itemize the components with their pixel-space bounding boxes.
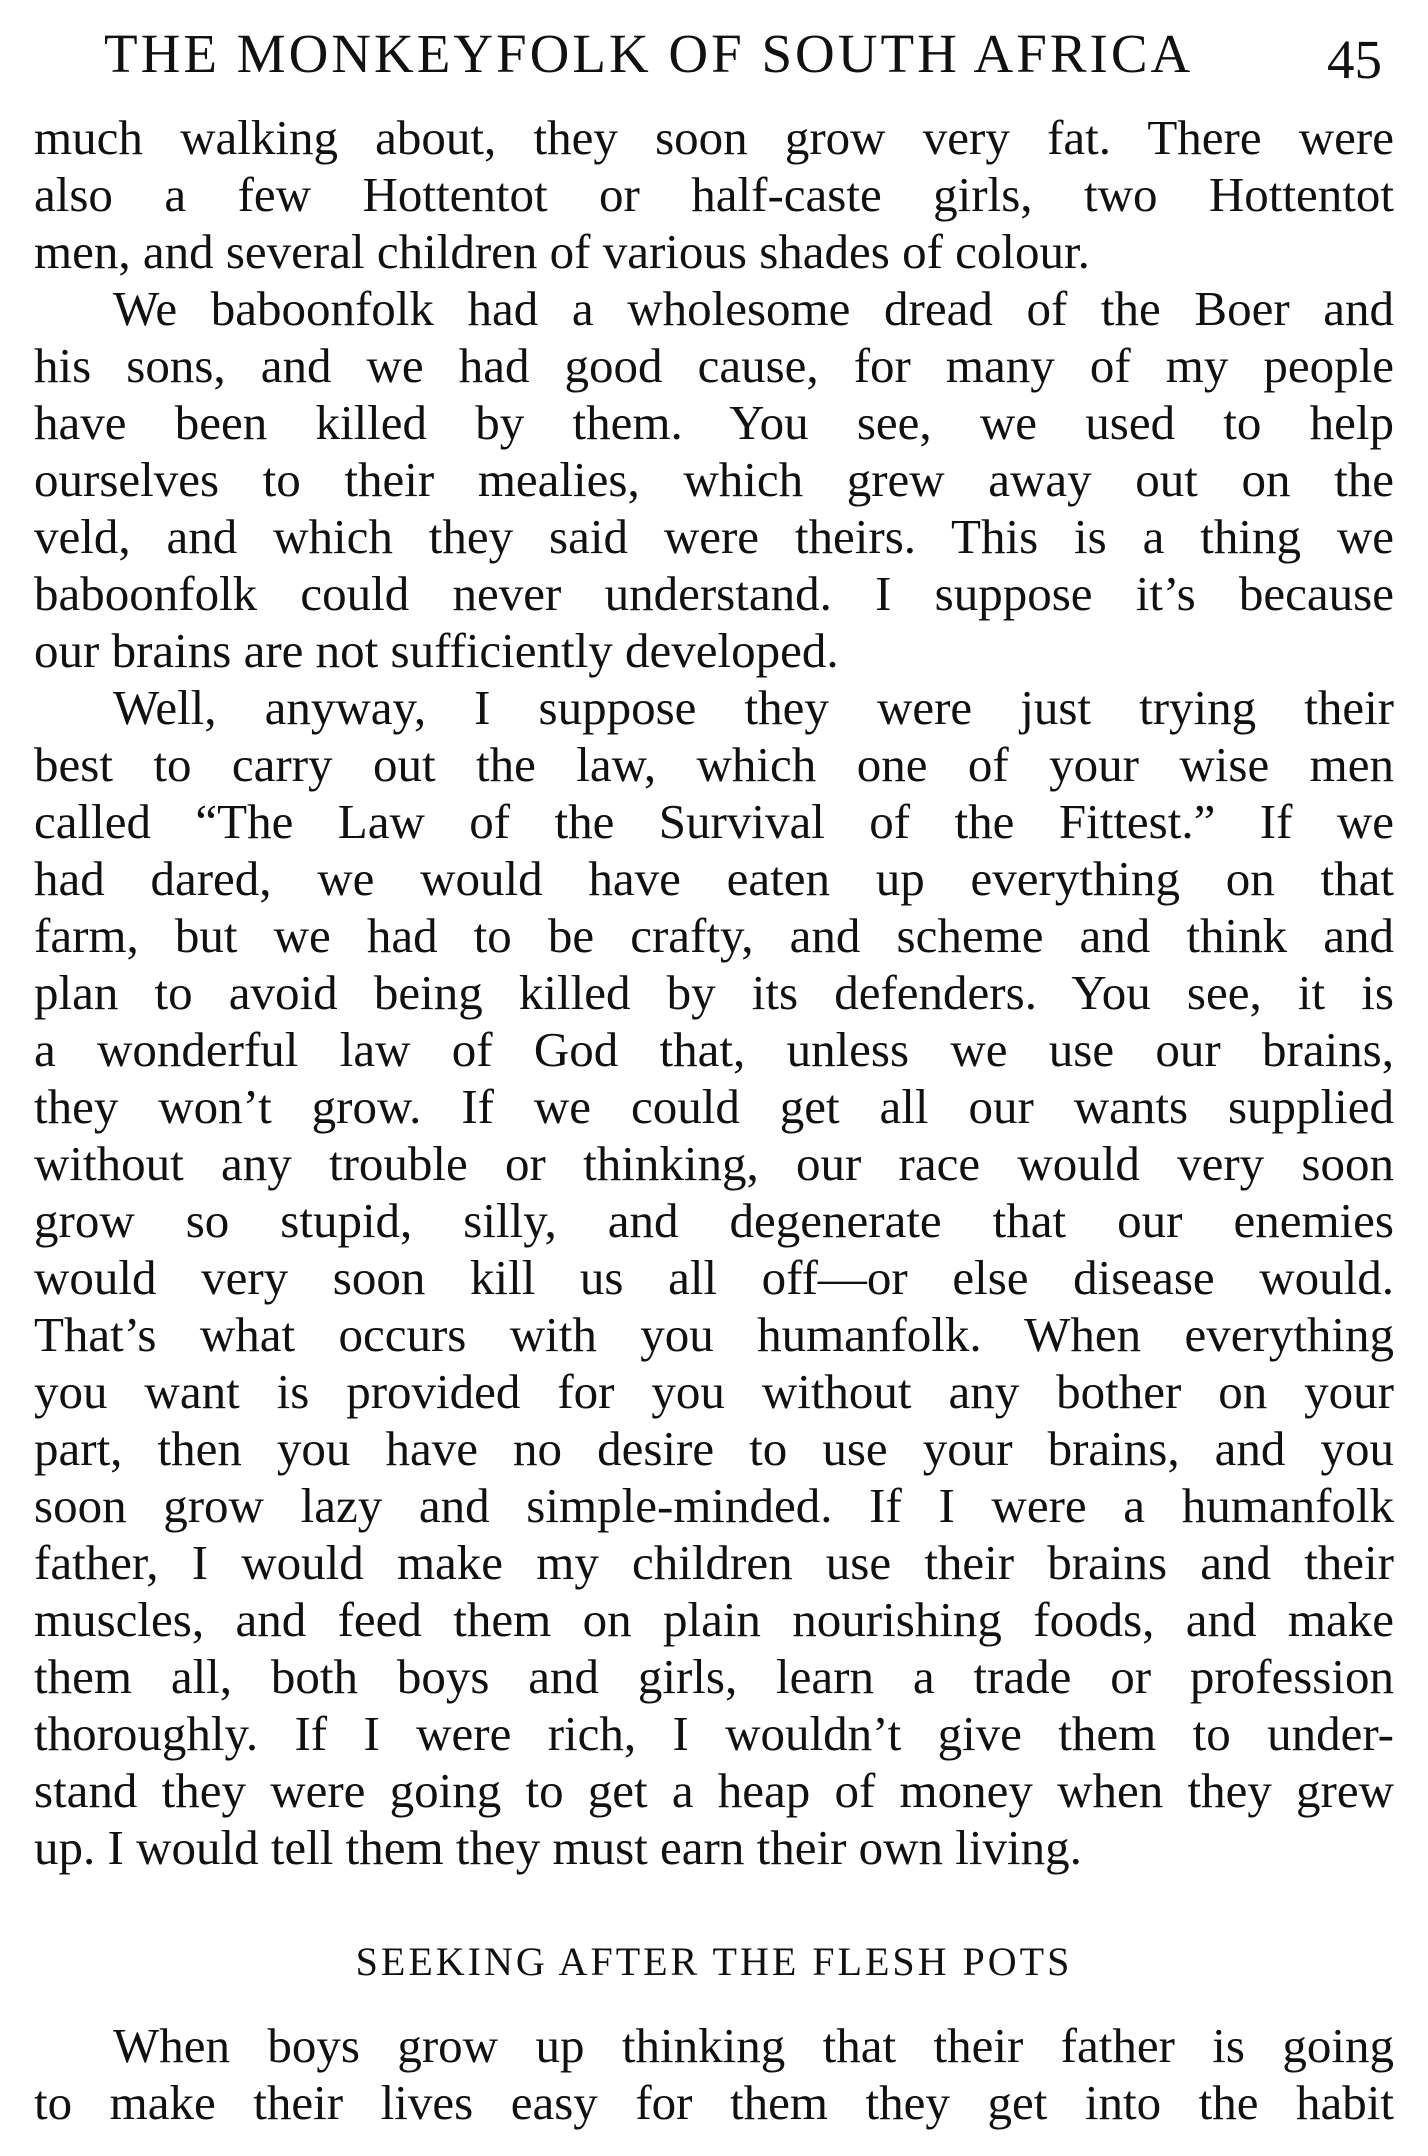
section-body-text xyxy=(34,2017,1394,2131)
running-title: THE MONKEYFOLK OF SOUTH AFRICA xyxy=(104,23,1194,84)
text-line: thoroughly. If I were rich, I wouldn’t give them to under- xyxy=(34,1706,1394,1761)
text-line: Well, anyway, I suppose they were just trying their xyxy=(113,680,1394,735)
text-line: part, then you have no desire to use your brains, and you xyxy=(34,1421,1394,1476)
text-line: men, and several children of various shades of colour. xyxy=(34,224,1090,279)
text-line: you want is provided for you without any bother on your xyxy=(34,1364,1394,1419)
text-line: soon grow lazy and simple-minded. If I were a humanfolk xyxy=(34,1478,1394,1533)
text-line: We baboonfolk had a wholesome dread of the Boer and xyxy=(113,281,1394,336)
text-line: would very soon kill us all off—or else disease would. xyxy=(34,1250,1394,1305)
text-line: them all, both boys and girls, learn a trade or profession xyxy=(34,1649,1394,1704)
text-line: farm, but we had to be crafty, and scheme and think and xyxy=(34,908,1394,963)
text-line: father, I would make my children use their brains and their xyxy=(34,1535,1394,1590)
text-line: ourselves to their mealies, which grew away out on the xyxy=(34,452,1394,507)
text-line: much walking about, they soon grow very fat. There were xyxy=(34,110,1394,165)
text-line: plan to avoid being killed by its defenders. You see, it is xyxy=(34,965,1394,1020)
text-line: they won’t grow. If we could get all our wants supplied xyxy=(34,1079,1394,1134)
text-line: have been killed by them. You see, we used to help xyxy=(34,395,1394,450)
text-line: without any trouble or thinking, our race would very soon xyxy=(34,1136,1394,1191)
text-line: best to carry out the law, which one of your wise men xyxy=(34,737,1394,792)
text-line: up. I would tell them they must earn their own living. xyxy=(34,1820,1082,1875)
text-line: also a few Hottentot or half-caste girls, two Hottentot xyxy=(34,167,1394,222)
text-line: veld, and which they said were theirs. This is a thing we xyxy=(34,509,1394,564)
text-line: grow so stupid, silly, and degenerate that our enemies xyxy=(34,1193,1394,1248)
text-line: stand they were going to get a heap of money when they grew xyxy=(34,1763,1394,1818)
text-line: When boys grow up thinking that their father is going xyxy=(113,2018,1394,2073)
text-line: his sons, and we had good cause, for many of my people xyxy=(34,338,1394,393)
text-line: a wonderful law of God that, unless we use our brains, xyxy=(34,1022,1394,1077)
text-line: That’s what occurs with you humanfolk. When everything xyxy=(34,1307,1394,1362)
text-line: had dared, we would have eaten up everything on that xyxy=(34,851,1394,906)
text-line: called “The Law of the Survival of the Fittest.” If we xyxy=(34,794,1394,849)
text-line: baboonfolk could never understand. I suppose it’s because xyxy=(34,566,1394,621)
text-line: our brains are not sufficiently developed. xyxy=(34,623,839,678)
body-text xyxy=(34,109,1394,1876)
section-heading: SEEKING AFTER THE FLESH POTS xyxy=(355,1939,1073,1984)
page-number: 45 xyxy=(1327,29,1382,90)
text-line: muscles, and feed them on plain nourishing foods, and make xyxy=(34,1592,1394,1647)
running-head xyxy=(34,14,1394,94)
book-page xyxy=(34,0,1394,2156)
text-line: to make their lives easy for them they get into the habit xyxy=(34,2075,1394,2130)
